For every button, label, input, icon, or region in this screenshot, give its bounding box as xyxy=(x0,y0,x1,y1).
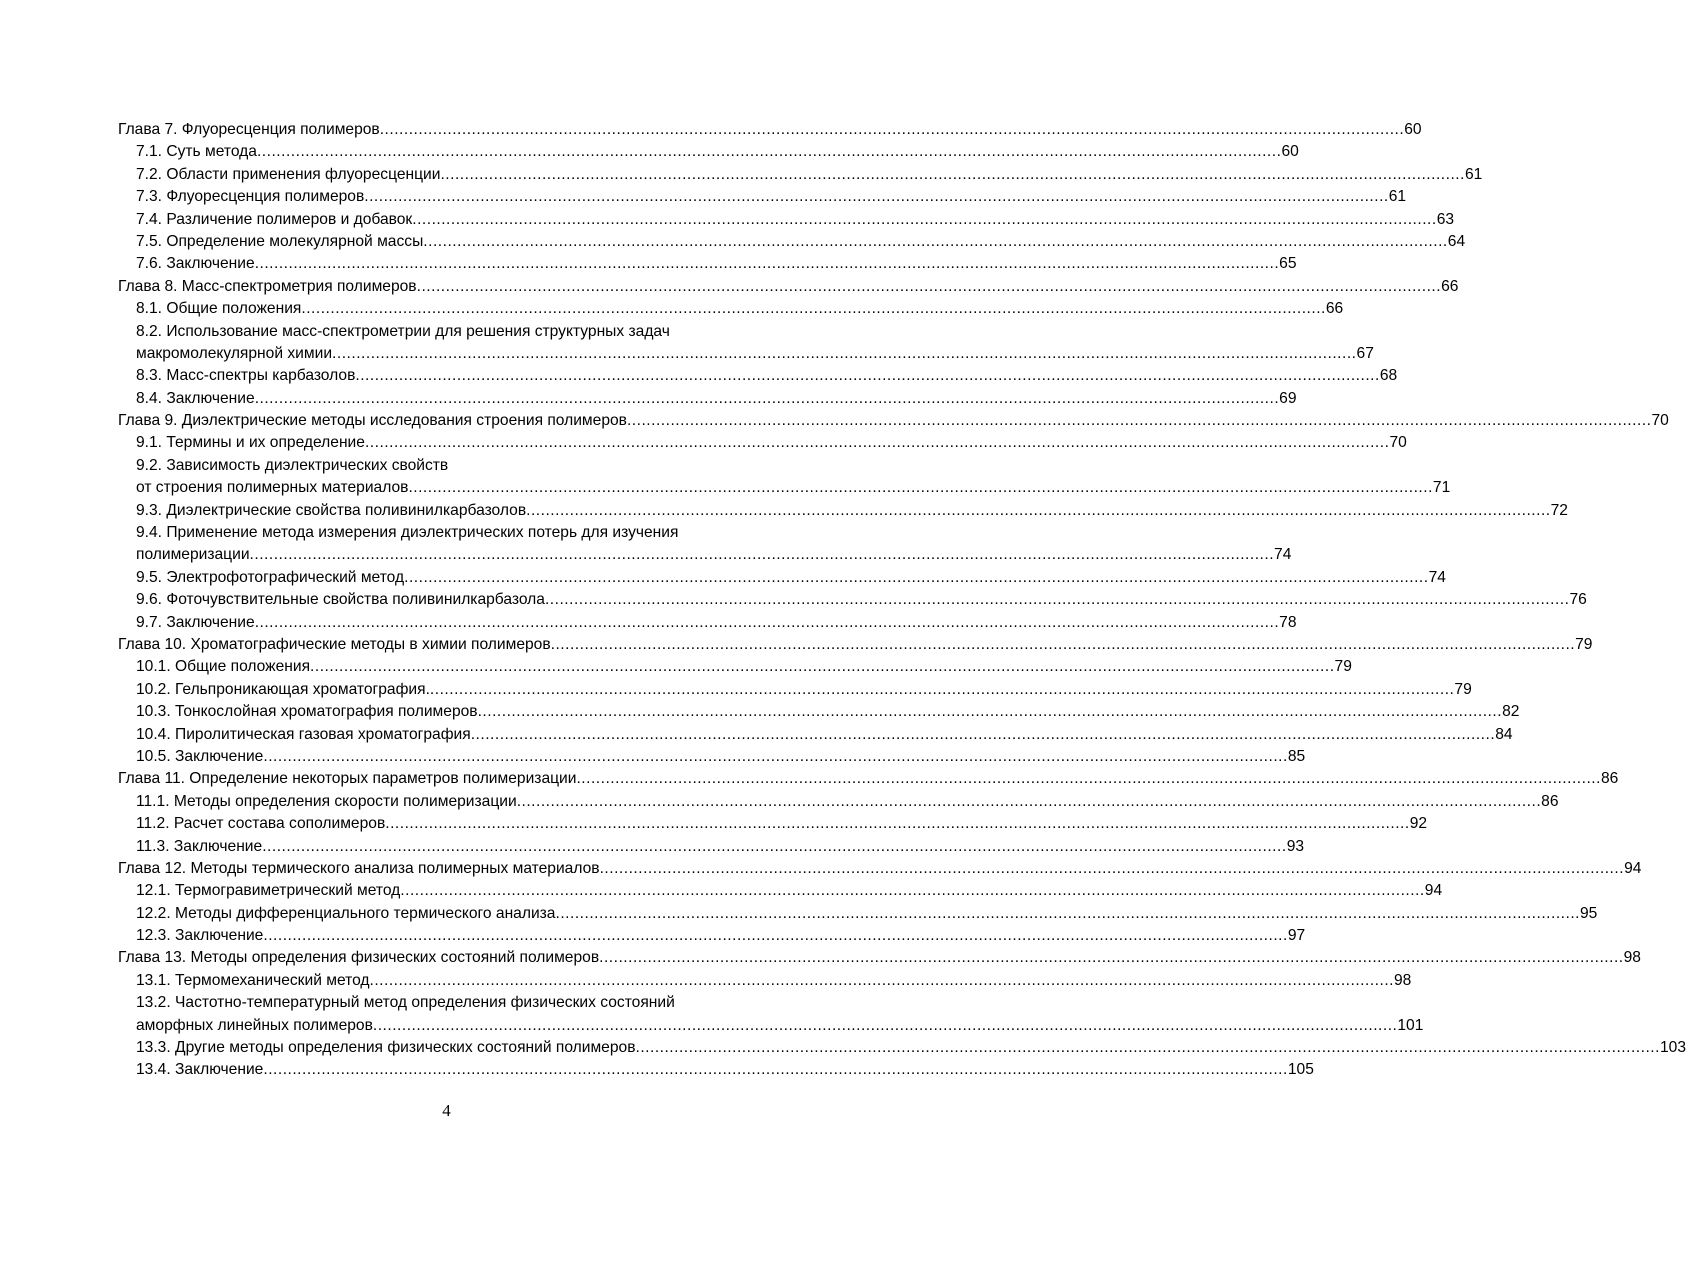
toc-entry-title: 12.1. Термогравиметрический метод xyxy=(136,882,401,900)
dot-leader xyxy=(635,1037,1659,1059)
dot-leader xyxy=(364,186,1388,208)
toc-entry-title: 10.4. Пиролитическая газовая хроматография xyxy=(136,725,471,743)
toc-section[interactable] xyxy=(118,1037,1686,1059)
toc-entry-page: 84 xyxy=(1495,725,1513,743)
toc-entry-page: 95 xyxy=(1579,904,1598,922)
dot-leader xyxy=(545,589,1569,611)
toc-entry-page: 66 xyxy=(1325,300,1344,318)
dot-leader xyxy=(627,410,1651,432)
toc-entry-title: 7.2. Области применения флуоресценции xyxy=(136,165,441,183)
toc-entry-title: 12.3. Заключение xyxy=(136,927,264,945)
toc-entry-title: 13.4. Заключение xyxy=(136,1061,264,1079)
dot-leader xyxy=(385,813,1409,835)
toc-entry-title: 8.4. Заключение xyxy=(136,389,255,407)
toc-section[interactable] xyxy=(118,1059,1314,1081)
toc-entry-title: аморфных линейных полимеров xyxy=(136,1016,373,1034)
dot-leader xyxy=(380,119,1404,141)
dot-leader xyxy=(556,903,1580,925)
dot-leader xyxy=(430,679,1454,701)
toc-entry-title: 8.1. Общие положения xyxy=(136,300,302,318)
toc-entry-page: 78 xyxy=(1279,613,1297,631)
toc-section[interactable] xyxy=(118,880,1443,902)
toc-section[interactable] xyxy=(118,589,1587,611)
dot-leader xyxy=(263,925,1287,947)
toc-entry-title: Глава 13. Методы определения физических состояний полимеров xyxy=(118,949,600,967)
toc-entry-title: 8.3. Масс-спектры карбазолов xyxy=(136,367,356,385)
toc-entry-page: 61 xyxy=(1388,188,1407,206)
toc-entry-title: 9.5. Электрофотографический метод xyxy=(136,568,405,586)
toc-entry-page: 79 xyxy=(1454,680,1472,698)
toc-entry-page: 60 xyxy=(1404,121,1422,138)
toc-section[interactable] xyxy=(118,500,1568,522)
dot-leader xyxy=(250,544,1274,566)
dot-leader xyxy=(526,500,1550,522)
toc-entry-title: 7.5. Определение молекулярной массы xyxy=(136,232,424,250)
toc-entry-title: 11.2. Расчет состава сополимеров xyxy=(136,815,386,833)
toc-entry-page: 61 xyxy=(1464,165,1483,183)
toc-section[interactable] xyxy=(118,164,1483,186)
toc-section[interactable] xyxy=(118,432,1407,454)
toc-chapter[interactable] xyxy=(118,858,1642,880)
toc-entry-page: 86 xyxy=(1600,770,1619,788)
toc-section[interactable] xyxy=(118,544,1292,566)
toc-entry-title: от строения полимерных материалов xyxy=(136,479,409,497)
dot-leader xyxy=(400,880,1424,902)
toc-entry-title: Глава 9. Диэлектрические методы исследования строения полимеров xyxy=(118,412,627,430)
dot-leader xyxy=(365,432,1389,454)
toc-entry-page: 98 xyxy=(1623,949,1641,967)
toc-entry-page: 70 xyxy=(1651,412,1669,430)
dot-leader xyxy=(417,276,1441,298)
toc-chapter[interactable] xyxy=(118,947,1641,969)
toc-section[interactable] xyxy=(118,186,1407,208)
toc-entry-title: макромолекулярной химии xyxy=(136,344,333,362)
toc-section[interactable] xyxy=(118,746,1306,768)
toc-entry-page: 65 xyxy=(1279,255,1297,273)
dot-leader xyxy=(471,724,1495,746)
toc-entry-page: 79 xyxy=(1334,658,1352,676)
dot-leader xyxy=(262,836,1286,858)
toc-entry-page: 98 xyxy=(1394,971,1412,989)
dot-leader xyxy=(255,253,1279,275)
toc-entry-title: 7.6. Заключение xyxy=(136,255,255,273)
toc-section[interactable] xyxy=(118,813,1428,835)
toc-entry-title: Глава 7. Флуоресценция полимеров xyxy=(118,121,380,138)
dot-leader xyxy=(599,947,1623,969)
toc-section[interactable] xyxy=(118,701,1520,723)
dot-leader xyxy=(263,1059,1287,1081)
toc-entry-title: 13.1. Термомеханический метод xyxy=(136,971,370,989)
toc-section[interactable] xyxy=(118,253,1297,275)
toc-entry-page: 82 xyxy=(1502,703,1520,721)
toc-entry-first-line: 13.2. Частотно-температурный метод определения физических состояний xyxy=(136,994,675,1012)
toc-entry-title: 10.3. Тонкослойная хроматография полимеров xyxy=(136,703,478,721)
toc-chapter[interactable] xyxy=(118,410,1669,432)
toc-entry-title: Глава 10. Хроматографические методы в химии полимеров xyxy=(118,635,551,653)
toc-section[interactable] xyxy=(118,388,1297,410)
dot-leader xyxy=(412,209,1436,231)
toc-entry-page: 69 xyxy=(1279,389,1297,407)
toc-section[interactable] xyxy=(118,477,1451,499)
toc-entry-title: 7.1. Суть метода xyxy=(136,143,257,161)
toc-entry-page: 76 xyxy=(1569,591,1587,609)
toc-entry-page: 94 xyxy=(1624,859,1642,877)
toc-entry-page: 94 xyxy=(1424,882,1443,900)
toc-entry-title: 9.7. Заключение xyxy=(136,613,255,631)
dot-leader xyxy=(408,477,1432,499)
page-number: 4 xyxy=(442,1101,451,1120)
toc-entry-page: 103 xyxy=(1659,1039,1686,1057)
dot-leader xyxy=(370,970,1394,992)
toc-section[interactable] xyxy=(118,1015,1424,1037)
dot-leader xyxy=(301,298,1325,320)
toc-entry-first-line: 8.2. Использование масс-спектрометрии для решения структурных задач xyxy=(136,322,670,340)
dot-leader xyxy=(576,768,1600,790)
toc-entry-page: 68 xyxy=(1379,367,1398,385)
dot-leader xyxy=(310,656,1334,678)
toc-entry-page: 64 xyxy=(1447,232,1466,250)
dot-leader xyxy=(404,567,1428,589)
toc-entry-page: 60 xyxy=(1281,143,1299,161)
toc-section[interactable] xyxy=(118,724,1513,746)
toc-entry-title: 9.1. Термины и их определение xyxy=(136,434,365,452)
toc-entry-first-line: 9.2. Зависимость диэлектрических свойств xyxy=(136,456,449,474)
toc-entry-title: 12.2. Методы дифференциального термического анализа xyxy=(136,904,556,922)
toc-entry-page: 93 xyxy=(1286,837,1305,855)
toc-entry-title: 7.3. Флуоресценция полимеров xyxy=(136,188,365,206)
toc-entry-page: 71 xyxy=(1432,479,1451,497)
toc-chapter[interactable] xyxy=(118,768,1619,790)
toc-section[interactable] xyxy=(118,791,1559,813)
dot-leader xyxy=(478,701,1502,723)
toc-section[interactable] xyxy=(118,925,1306,947)
dot-leader xyxy=(255,388,1279,410)
toc-entry-title: 9.6. Фоточувствительные свойства поливинилкарбазола xyxy=(136,591,545,609)
dot-leader xyxy=(423,231,1447,253)
dot-leader xyxy=(551,634,1575,656)
dot-leader xyxy=(257,141,1281,163)
toc-section[interactable] xyxy=(118,836,1305,858)
toc-section[interactable] xyxy=(118,612,1297,634)
dot-leader xyxy=(355,365,1379,387)
toc-entry-page: 101 xyxy=(1397,1016,1424,1034)
toc-chapter[interactable] xyxy=(118,634,1593,656)
toc-section[interactable] xyxy=(118,231,1466,253)
table-of-contents xyxy=(118,119,1686,1082)
toc-entry-page: 105 xyxy=(1287,1061,1314,1079)
toc-entry-title: 10.5. Заключение xyxy=(136,747,264,765)
toc-entry-title: полимеризации xyxy=(136,546,250,564)
toc-entry-title: Глава 8. Масс-спектрометрия полимеров xyxy=(118,277,417,295)
toc-entry-title: 10.1. Общие положения xyxy=(136,658,311,676)
dot-leader xyxy=(332,343,1356,365)
dot-leader xyxy=(263,746,1287,768)
dot-leader xyxy=(255,612,1279,634)
toc-entry-first-line: 9.4. Применение метода измерения диэлектрических потерь для изучения xyxy=(136,524,679,542)
toc-chapter[interactable] xyxy=(118,276,1459,298)
toc-entry-page: 67 xyxy=(1356,344,1374,362)
toc-section[interactable] xyxy=(118,567,1446,589)
toc-section[interactable] xyxy=(118,209,1455,231)
toc-entry-page: 74 xyxy=(1428,568,1446,586)
toc-section[interactable] xyxy=(118,298,1344,320)
toc-entry-page: 85 xyxy=(1287,747,1306,765)
toc-entry-title: 9.3. Диэлектрические свойства поливинилкарбазолов xyxy=(136,501,527,519)
toc-chapter[interactable] xyxy=(118,119,1422,141)
toc-entry-title: 11.1. Методы определения скорости полимеризации xyxy=(136,792,517,810)
toc-entry-title: Глава 11. Определение некоторых параметров полимеризации xyxy=(118,770,577,788)
dot-leader xyxy=(440,164,1464,186)
toc-entry-title: 13.3. Другие методы определения физических состояний полимеров xyxy=(136,1039,636,1057)
toc-entry-page: 92 xyxy=(1409,815,1428,833)
toc-section[interactable] xyxy=(118,679,1472,701)
toc-section[interactable] xyxy=(118,141,1299,163)
toc-section[interactable] xyxy=(118,656,1352,678)
toc-section[interactable] xyxy=(118,970,1412,992)
toc-entry-page: 97 xyxy=(1287,927,1306,945)
toc-entry-page: 70 xyxy=(1389,434,1407,452)
toc-entry-title: 11.3. Заключение xyxy=(136,837,263,855)
toc-entry-title: 7.4. Различение полимеров и добавок xyxy=(136,210,413,228)
toc-entry-page: 72 xyxy=(1550,501,1568,519)
dot-leader xyxy=(600,858,1624,880)
toc-entry-page: 63 xyxy=(1436,210,1455,228)
toc-entry-page: 79 xyxy=(1575,635,1593,653)
toc-entry-title: 10.2. Гельпроникающая хроматография. xyxy=(136,680,430,698)
dot-leader xyxy=(373,1015,1397,1037)
toc-entry-page: 66 xyxy=(1441,277,1459,295)
toc-entry-page: 74 xyxy=(1274,546,1292,564)
toc-section[interactable] xyxy=(118,903,1598,925)
toc-entry-page: 86 xyxy=(1541,792,1559,810)
dot-leader xyxy=(517,791,1541,813)
toc-section[interactable] xyxy=(118,365,1398,387)
toc-entry-title: Глава 12. Методы термического анализа полимерных материалов xyxy=(118,859,600,877)
toc-section[interactable] xyxy=(118,343,1374,365)
